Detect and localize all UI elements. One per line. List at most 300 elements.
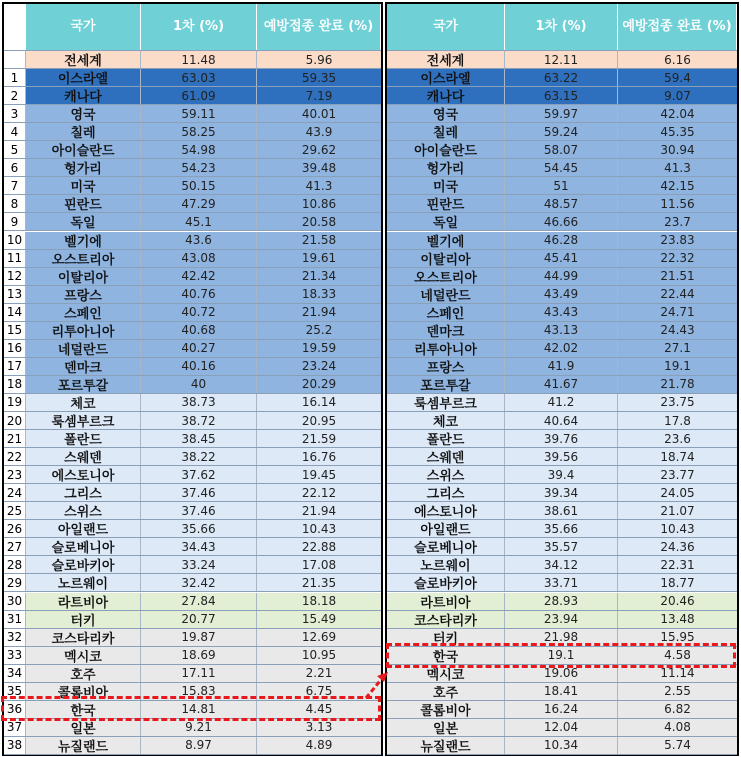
country-name: 프랑스 (26, 286, 141, 303)
table-row (387, 574, 737, 592)
first-dose-value: 40.72 (141, 304, 257, 321)
row-index: 24 (4, 484, 26, 501)
first-dose-value: 44.99 (505, 268, 618, 285)
first-dose-value: 58.25 (141, 123, 257, 140)
first-dose-value: 50.15 (141, 177, 257, 194)
fully-vaccinated-value: 17.8 (618, 412, 737, 429)
country-name: 한국 (387, 647, 505, 664)
first-dose-value: 34.12 (505, 556, 618, 573)
country-header: 국가 (26, 4, 141, 50)
row-index: 18 (4, 376, 26, 393)
fully-vaccinated-value: 30.94 (618, 141, 737, 158)
country-name: 터키 (387, 629, 505, 646)
country-name: 칠레 (387, 123, 505, 140)
country-name: 슬로바키아 (26, 556, 141, 573)
first-dose-value: 23.94 (505, 611, 618, 628)
table-row (4, 538, 381, 556)
table-row (4, 232, 381, 250)
first-dose-value: 15.83 (141, 683, 257, 700)
country-name: 스웨덴 (387, 448, 505, 465)
table-row (4, 213, 381, 231)
country-name: 오스트리아 (26, 250, 141, 267)
fully-vaccinated-value: 22.32 (618, 250, 737, 267)
first-dose-value: 39.34 (505, 484, 618, 501)
country-name: 영국 (387, 105, 505, 122)
first-dose-value: 27.84 (141, 593, 257, 610)
first-dose-value: 41.2 (505, 394, 618, 411)
fully-vaccinated-value: 23.83 (618, 232, 737, 249)
first-dose-value: 11.48 (141, 51, 257, 68)
table-row (387, 538, 737, 556)
first-dose-value: 59.11 (141, 105, 257, 122)
row-index: 27 (4, 538, 26, 555)
country-name: 노르웨이 (387, 556, 505, 573)
fully-vaccinated-value: 23.24 (257, 358, 381, 375)
table-row (4, 484, 381, 502)
fully-vaccinated-value: 45.35 (618, 123, 737, 140)
table-row (387, 376, 737, 394)
first-dose-value: 43.49 (505, 286, 618, 303)
table-row (387, 593, 737, 611)
table-row (4, 358, 381, 376)
fully-vaccinated-value: 39.48 (257, 159, 381, 176)
country-name: 코스타리카 (387, 611, 505, 628)
first-dose-value: 43.13 (505, 322, 618, 339)
first-dose-value: 45.1 (141, 213, 257, 230)
fully-vaccinated-value: 15.95 (618, 629, 737, 646)
fully-vaccinated-value: 18.77 (618, 574, 737, 591)
table-row (4, 304, 381, 322)
fully-vaccinated-value: 21.59 (257, 430, 381, 447)
table-row (387, 719, 737, 737)
row-index: 19 (4, 394, 26, 411)
fully-vaccinated-value: 19.59 (257, 340, 381, 357)
country-name: 아이슬란드 (26, 141, 141, 158)
table-row (387, 430, 737, 448)
first-dose-value: 59.97 (505, 105, 618, 122)
fully-vaccinated-value: 3.13 (257, 719, 381, 736)
fully-vaccinated-value: 5.74 (618, 737, 737, 754)
first-dose-value: 21.98 (505, 629, 618, 646)
fully-vaccinated-value: 40.01 (257, 105, 381, 122)
fully-vaccinated-value: 43.9 (257, 123, 381, 140)
fully-vaccinated-value: 19.45 (257, 466, 381, 483)
table-row (4, 87, 381, 105)
first-dose-value: 43.08 (141, 250, 257, 267)
index-header-cell (4, 4, 26, 50)
fully-vaccinated-value: 23.75 (618, 394, 737, 411)
first-dose-value: 14.81 (141, 701, 257, 718)
row-index: 37 (4, 719, 26, 736)
country-name: 그리스 (387, 484, 505, 501)
country-name: 뉴질랜드 (387, 737, 505, 754)
country-name: 체코 (387, 412, 505, 429)
first-dose-value: 18.69 (141, 647, 257, 664)
country-name: 스페인 (387, 304, 505, 321)
row-index: 35 (4, 683, 26, 700)
first-dose-value: 35.66 (141, 520, 257, 537)
fully-vaccinated-value: 16.76 (257, 448, 381, 465)
table-row (4, 520, 381, 538)
first-dose-value: 10.34 (505, 737, 618, 754)
fully-vaccinated-value: 21.58 (257, 232, 381, 249)
country-name: 전세계 (387, 51, 505, 68)
country-name: 한국 (26, 701, 141, 718)
fully-vaccinated-value: 2.21 (257, 665, 381, 682)
fully-vaccinated-value: 7.19 (257, 87, 381, 104)
first-dose-value: 46.66 (505, 213, 618, 230)
country-name: 오스트리아 (387, 268, 505, 285)
table-row (387, 683, 737, 701)
fully-vaccinated-value: 18.33 (257, 286, 381, 303)
first-dose-value: 40.68 (141, 322, 257, 339)
country-name: 그리스 (26, 484, 141, 501)
table-row (4, 574, 381, 592)
fully-vaccinated-value: 21.07 (618, 502, 737, 519)
table-row (4, 412, 381, 430)
row-index: 3 (4, 105, 26, 122)
row-index: 11 (4, 250, 26, 267)
first-dose-header: 1차 (%) (505, 4, 618, 50)
table-row (4, 683, 381, 701)
first-dose-value: 40.64 (505, 412, 618, 429)
table-row (4, 123, 381, 141)
table-row (4, 701, 381, 719)
first-dose-value: 28.93 (505, 593, 618, 610)
fully-vaccinated-value: 42.04 (618, 105, 737, 122)
country-header: 국가 (387, 4, 505, 50)
first-dose-value: 58.07 (505, 141, 618, 158)
table-row (387, 412, 737, 430)
row-index: 5 (4, 141, 26, 158)
country-name: 핀란드 (26, 195, 141, 212)
fully-vaccinated-value: 23.6 (618, 430, 737, 447)
fully-vaccinated-value: 22.44 (618, 286, 737, 303)
world-row (4, 51, 381, 69)
country-name: 노르웨이 (26, 574, 141, 591)
table-row (4, 719, 381, 737)
first-dose-value: 35.66 (505, 520, 618, 537)
first-dose-value: 16.24 (505, 701, 618, 718)
fully-vaccinated-value: 4.45 (257, 701, 381, 718)
country-name: 네덜란드 (26, 340, 141, 357)
row-index: 7 (4, 177, 26, 194)
first-dose-value: 51 (505, 177, 618, 194)
country-name: 리투아니아 (387, 340, 505, 357)
table-row (387, 701, 737, 719)
fully-vaccinated-value: 6.16 (618, 51, 737, 68)
first-dose-value: 42.02 (505, 340, 618, 357)
table-row (387, 322, 737, 340)
table-row (4, 177, 381, 195)
table-row (387, 502, 737, 520)
country-name: 라트비아 (26, 593, 141, 610)
fully-vaccinated-value: 22.88 (257, 538, 381, 555)
table-row (387, 286, 737, 304)
country-name: 멕시코 (26, 647, 141, 664)
country-name: 호주 (387, 683, 505, 700)
first-dose-value: 34.43 (141, 538, 257, 555)
table-row (387, 250, 737, 268)
first-dose-value: 46.28 (505, 232, 618, 249)
table-row (4, 502, 381, 520)
fully-vaccinated-value: 19.1 (618, 358, 737, 375)
country-name: 포르투갈 (26, 376, 141, 393)
table-row (387, 394, 737, 412)
fully-vaccinated-value: 22.31 (618, 556, 737, 573)
fully-vaccinated-value: 24.05 (618, 484, 737, 501)
country-name: 룩셈부르크 (387, 394, 505, 411)
table-row (4, 430, 381, 448)
fully-vaccinated-value: 41.3 (618, 159, 737, 176)
fully-vaccinated-value: 21.78 (618, 376, 737, 393)
country-name: 터키 (26, 611, 141, 628)
fully-vaccinated-value: 17.08 (257, 556, 381, 573)
country-name: 일본 (387, 719, 505, 736)
first-dose-value: 38.61 (505, 502, 618, 519)
fully-vaccinated-value: 6.75 (257, 683, 381, 700)
country-name: 폴란드 (387, 430, 505, 447)
first-dose-value: 20.77 (141, 611, 257, 628)
fully-vaccinated-value: 10.86 (257, 195, 381, 212)
first-dose-value: 45.41 (505, 250, 618, 267)
country-name: 아일랜드 (26, 520, 141, 537)
fully-vaccinated-value: 12.69 (257, 629, 381, 646)
country-name: 폴란드 (26, 430, 141, 447)
fully-vaccinated-value: 10.43 (257, 520, 381, 537)
first-dose-value: 47.29 (141, 195, 257, 212)
fully-vaccinated-value: 4.08 (618, 719, 737, 736)
table-row (4, 556, 381, 574)
table-row (387, 69, 737, 87)
table-row (387, 268, 737, 286)
first-dose-value: 19.1 (505, 647, 618, 664)
first-dose-value: 18.41 (505, 683, 618, 700)
row-index: 23 (4, 466, 26, 483)
first-dose-value: 43.6 (141, 232, 257, 249)
fully-vaccinated-value: 21.94 (257, 304, 381, 321)
country-name: 캐나다 (387, 87, 505, 104)
row-index: 6 (4, 159, 26, 176)
table-row (387, 737, 737, 755)
table-row (4, 466, 381, 484)
fully-vaccinated-value: 20.95 (257, 412, 381, 429)
country-name: 리투아니아 (26, 322, 141, 339)
table-row (387, 358, 737, 376)
row-index: 9 (4, 213, 26, 230)
fully-vaccinated-value: 24.71 (618, 304, 737, 321)
first-dose-value: 8.97 (141, 737, 257, 754)
country-name: 아일랜드 (387, 520, 505, 537)
first-dose-value: 37.46 (141, 502, 257, 519)
first-dose-value: 48.57 (505, 195, 618, 212)
fully-vaccinated-value: 2.55 (618, 683, 737, 700)
country-name: 미국 (387, 177, 505, 194)
country-name: 슬로베니아 (26, 538, 141, 555)
row-index: 15 (4, 322, 26, 339)
country-name: 벨기에 (26, 232, 141, 249)
row-index: 20 (4, 412, 26, 429)
row-index: 25 (4, 502, 26, 519)
row-index: 26 (4, 520, 26, 537)
fully-vaccinated-value: 4.89 (257, 737, 381, 754)
first-dose-value: 19.06 (505, 665, 618, 682)
first-dose-value: 54.45 (505, 159, 618, 176)
first-dose-value: 63.15 (505, 87, 618, 104)
fully-vaccinated-value: 18.74 (618, 448, 737, 465)
table-row (387, 195, 737, 213)
table-row (4, 105, 381, 123)
row-index: 21 (4, 430, 26, 447)
table-row (387, 141, 737, 159)
first-dose-value: 17.11 (141, 665, 257, 682)
country-name: 벨기에 (387, 232, 505, 249)
country-name: 슬로베니아 (387, 538, 505, 555)
country-name: 이탈리아 (26, 268, 141, 285)
fully-vaccinated-value: 4.58 (618, 647, 737, 664)
country-name: 이스라엘 (26, 69, 141, 86)
table-row (387, 177, 737, 195)
row-index: 12 (4, 268, 26, 285)
table-row (387, 213, 737, 231)
table-row (4, 665, 381, 683)
first-dose-value: 39.4 (505, 466, 618, 483)
first-dose-value: 37.62 (141, 466, 257, 483)
table-row (387, 159, 737, 177)
country-name: 헝가리 (387, 159, 505, 176)
first-dose-value: 54.23 (141, 159, 257, 176)
fully-vaccinated-value: 20.58 (257, 213, 381, 230)
country-name: 콜롬비아 (387, 701, 505, 718)
row-index: 32 (4, 629, 26, 646)
header-row (4, 4, 381, 51)
fully-vaccinated-value: 59.4 (618, 69, 737, 86)
country-name: 에스토니아 (26, 466, 141, 483)
row-index (4, 51, 26, 68)
first-dose-value: 54.98 (141, 141, 257, 158)
country-name: 룩셈부르크 (26, 412, 141, 429)
table-row (4, 268, 381, 286)
country-name: 덴마크 (387, 322, 505, 339)
first-dose-value: 39.56 (505, 448, 618, 465)
first-dose-value: 37.46 (141, 484, 257, 501)
table-row (4, 448, 381, 466)
header-row (387, 4, 737, 51)
country-name: 일본 (26, 719, 141, 736)
first-dose-value: 40.16 (141, 358, 257, 375)
first-dose-value: 38.72 (141, 412, 257, 429)
table-row (387, 665, 737, 683)
fully-vaccinated-header: 예방접종 완료 (%) (257, 4, 381, 50)
country-name: 호주 (26, 665, 141, 682)
fully-vaccinated-value: 10.95 (257, 647, 381, 664)
first-dose-value: 43.43 (505, 304, 618, 321)
fully-vaccinated-value: 24.36 (618, 538, 737, 555)
fully-vaccinated-value: 5.96 (257, 51, 381, 68)
first-dose-value: 40.76 (141, 286, 257, 303)
fully-vaccinated-value: 25.2 (257, 322, 381, 339)
country-name: 독일 (387, 213, 505, 230)
table-row (387, 647, 737, 665)
fully-vaccinated-value: 18.18 (257, 593, 381, 610)
country-name: 포르투갈 (387, 376, 505, 393)
country-name: 콜롬비아 (26, 683, 141, 700)
first-dose-value: 38.45 (141, 430, 257, 447)
table-row (4, 195, 381, 213)
table-row (4, 141, 381, 159)
row-index: 33 (4, 647, 26, 664)
first-dose-value: 19.87 (141, 629, 257, 646)
table-row (387, 611, 737, 629)
row-index: 1 (4, 69, 26, 86)
first-dose-value: 41.9 (505, 358, 618, 375)
country-name: 아이슬란드 (387, 141, 505, 158)
country-name: 멕시코 (387, 665, 505, 682)
row-index: 31 (4, 611, 26, 628)
table-row (387, 105, 737, 123)
first-dose-value: 42.42 (141, 268, 257, 285)
table-row (4, 159, 381, 177)
country-name: 프랑스 (387, 358, 505, 375)
country-name: 이탈리아 (387, 250, 505, 267)
fully-vaccinated-value: 59.35 (257, 69, 381, 86)
fully-vaccinated-value: 21.35 (257, 574, 381, 591)
fully-vaccinated-value: 20.46 (618, 593, 737, 610)
row-index: 29 (4, 574, 26, 591)
left-vaccination-table (2, 2, 383, 756)
first-dose-value: 9.21 (141, 719, 257, 736)
first-dose-value: 40.27 (141, 340, 257, 357)
country-name: 미국 (26, 177, 141, 194)
country-name: 스웨덴 (26, 448, 141, 465)
first-dose-value: 33.71 (505, 574, 618, 591)
first-dose-value: 12.11 (505, 51, 618, 68)
fully-vaccinated-value: 11.14 (618, 665, 737, 682)
first-dose-value: 12.04 (505, 719, 618, 736)
first-dose-value: 32.42 (141, 574, 257, 591)
fully-vaccinated-value: 13.48 (618, 611, 737, 628)
row-index: 30 (4, 593, 26, 610)
row-index: 36 (4, 701, 26, 718)
first-dose-value: 38.22 (141, 448, 257, 465)
first-dose-value: 33.24 (141, 556, 257, 573)
fully-vaccinated-value: 16.14 (257, 394, 381, 411)
row-index: 38 (4, 737, 26, 754)
arrow-icon (364, 670, 390, 702)
first-dose-value: 39.76 (505, 430, 618, 447)
fully-vaccinated-value: 6.82 (618, 701, 737, 718)
table-row (4, 376, 381, 394)
country-name: 라트비아 (387, 593, 505, 610)
right-vaccination-table (385, 2, 739, 756)
country-name: 캐나다 (26, 87, 141, 104)
fully-vaccinated-value: 23.77 (618, 466, 737, 483)
table-row (387, 520, 737, 538)
fully-vaccinated-value: 27.1 (618, 340, 737, 357)
fully-vaccinated-value: 42.15 (618, 177, 737, 194)
country-name: 헝가리 (26, 159, 141, 176)
first-dose-header: 1차 (%) (141, 4, 257, 50)
country-name: 핀란드 (387, 195, 505, 212)
country-name: 뉴질랜드 (26, 737, 141, 754)
first-dose-value: 41.67 (505, 376, 618, 393)
table-row (4, 611, 381, 629)
country-name: 스페인 (26, 304, 141, 321)
country-name: 칠레 (26, 123, 141, 140)
country-name: 체코 (26, 394, 141, 411)
table-row (4, 340, 381, 358)
first-dose-value: 63.22 (505, 69, 618, 86)
